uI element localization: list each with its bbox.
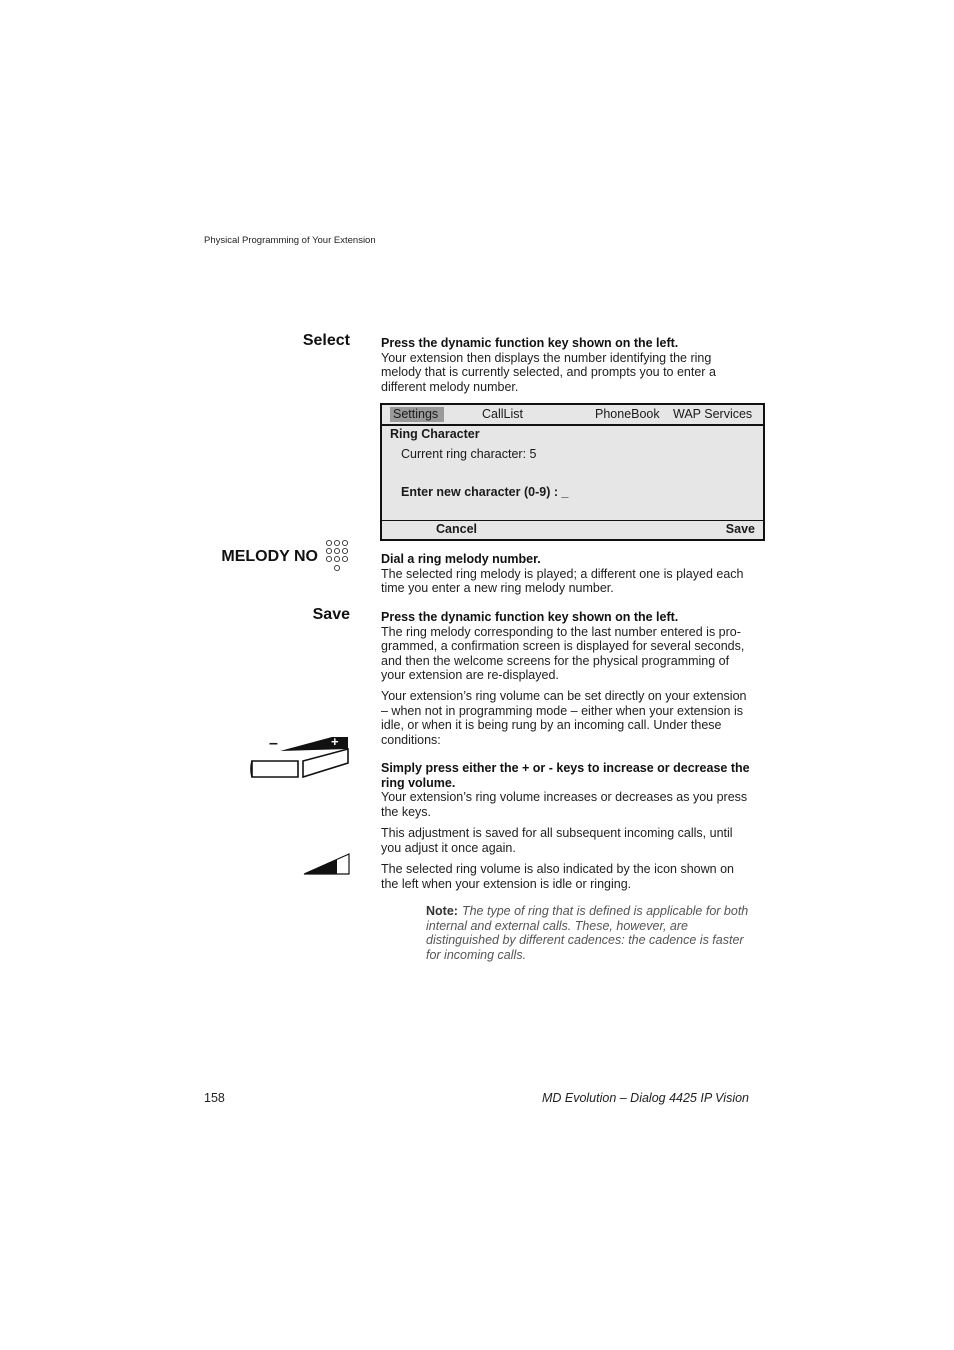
display-body xyxy=(382,426,763,520)
cancel-softkey[interactable]: Cancel xyxy=(436,522,477,536)
select-heading: Press the dynamic function key shown on the left. xyxy=(381,336,679,350)
display-title: Ring Character xyxy=(390,427,480,441)
volume-up-key[interactable]: + xyxy=(331,734,339,749)
save-key-label: Save xyxy=(312,606,350,623)
volume-body: Your extension’s ring volume increases or decreases as you press the keys. xyxy=(381,790,748,819)
volume-heading: Simply press either the + or - keys to increase or decrease the ring volume. xyxy=(381,761,750,790)
save-softkey[interactable]: Save xyxy=(725,522,755,536)
tab-wap-services[interactable]: WAP Services xyxy=(673,407,753,421)
running-head: Physical Programming of Your Extension xyxy=(204,235,376,246)
volume-instruction xyxy=(381,761,753,819)
display-tab-bar xyxy=(382,405,763,426)
melody-body: The selected ring melody is played; a different one is played each time you enter a new ring melody number. xyxy=(381,566,744,595)
melody-instruction xyxy=(381,552,753,596)
save-body: The ring melody corresponding to the last number entered is pro-grammed, a confirmation screen is displayed for several seconds, and then the welcome screens for the physical programming of your extension are re-displayed. xyxy=(381,624,745,682)
footer-title: MD Evolution – Dialog 4425 IP Vision xyxy=(541,1091,749,1105)
new-character-prompt[interactable]: Enter new character (0-9) : _ xyxy=(401,485,569,499)
select-body: Your extension then displays the number identifying the ring melody that is currently selected, and prompts you to enter a different melody number. xyxy=(381,350,716,394)
volume-down-key[interactable]: – xyxy=(269,735,278,752)
volume-keys xyxy=(248,733,352,781)
melody-no-label: MELODY NO xyxy=(221,548,318,565)
save-heading: Press the dynamic function key shown on the left. xyxy=(381,610,679,624)
save-instruction xyxy=(381,610,753,683)
softkey-bar xyxy=(382,520,763,539)
select-instruction xyxy=(381,336,753,394)
page-number: 158 xyxy=(204,1091,225,1105)
note-text: The type of ring that is defined is applicable for both internal and external calls. These, however, are distinguished by different cadences: the cadence is faster for incoming calls. xyxy=(426,904,749,962)
tab-settings[interactable]: Settings xyxy=(390,407,444,422)
volume-intro: Your extension’s ring volume can be set directly on your extension – when not in programming mode – either when your extension is idle, or when it is being rung by an incoming call. Under these conditions: xyxy=(381,689,747,747)
volume-level-icon xyxy=(303,852,350,876)
volume-indicator-text: The selected ring volume is also indicated by the icon shown on the left when your extension is idle or ringing. xyxy=(381,862,734,891)
current-ring-character: Current ring character: 5 xyxy=(401,447,537,461)
select-key-label: Select xyxy=(302,332,350,349)
volume-saved-text: This adjustment is saved for all subsequent incoming calls, until you adjust it once again. xyxy=(381,826,733,855)
note xyxy=(426,904,756,962)
phone-display xyxy=(380,403,765,541)
tab-phonebook[interactable]: PhoneBook xyxy=(595,407,660,421)
melody-heading: Dial a ring melody number. xyxy=(381,552,541,566)
note-label: Note: xyxy=(426,904,458,918)
keypad-icon xyxy=(324,539,352,575)
tab-calllist[interactable]: CallList xyxy=(482,407,523,421)
